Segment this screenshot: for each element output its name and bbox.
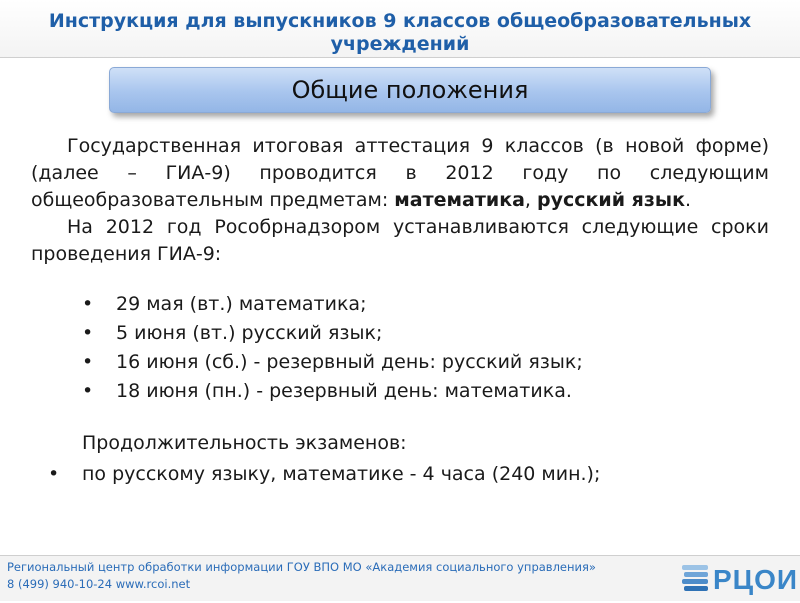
paragraph-1 — [31, 133, 769, 214]
footer-organization: Региональный центр обработки информации ГОУ ВПО МО «Академия социального управления» — [7, 560, 596, 574]
paragraph-1-end: . — [684, 189, 692, 211]
paragraph-2: На 2012 год Рособрнадзором устанавливаются следующие сроки проведения ГИА-9: — [31, 216, 769, 265]
list-item — [82, 319, 583, 348]
body-text — [31, 133, 769, 268]
duration-title: Продолжительность экзаменов: — [82, 432, 407, 454]
logo-emblem-icon — [680, 561, 714, 599]
list-item-text: 18 июня (пн.) - резервный день: математика. — [116, 380, 572, 402]
paragraph-1-text: Государственная итоговая аттестация 9 классов (в новой форме) (далее – ГИА-9) проводится в 2012 году по следующим общеобразовательным предметам: — [31, 135, 769, 211]
header — [0, 0, 800, 58]
rcoi-logo — [680, 561, 798, 599]
list-item — [82, 348, 583, 377]
footer-contacts: 8 (499) 940-10-24 www.rcoi.net — [7, 577, 191, 591]
bullet-icon: • — [82, 293, 94, 315]
bullet-icon: • — [48, 463, 60, 485]
logo-text: РЦОИ — [713, 564, 799, 595]
list-item-text: 5 июня (вт.) русский язык; — [116, 322, 383, 344]
list-item-text: 29 мая (вт.) математика; — [116, 293, 367, 315]
duration-item — [48, 459, 600, 490]
duration-block — [48, 428, 600, 490]
page-title: Инструкция для выпускников 9 классов общеобразовательных учреждений — [48, 10, 752, 55]
bullet-icon: • — [82, 380, 94, 402]
footer — [0, 555, 800, 601]
bullet-icon: • — [82, 351, 94, 373]
subject-russian: русский язык — [537, 189, 685, 211]
list-item — [82, 377, 583, 406]
subject-separator: , — [524, 189, 538, 211]
bullet-icon: • — [82, 322, 94, 344]
list-item-text: 16 июня (сб.) - резервный день: русский язык; — [116, 351, 583, 373]
header-divider — [0, 57, 800, 58]
subject-math: математика — [394, 189, 525, 211]
schedule-list — [82, 290, 583, 406]
duration-item-text: по русскому языку, математике - 4 часа (240 мин.); — [82, 463, 601, 485]
section-title: Общие положения — [109, 67, 711, 113]
list-item — [82, 290, 583, 319]
